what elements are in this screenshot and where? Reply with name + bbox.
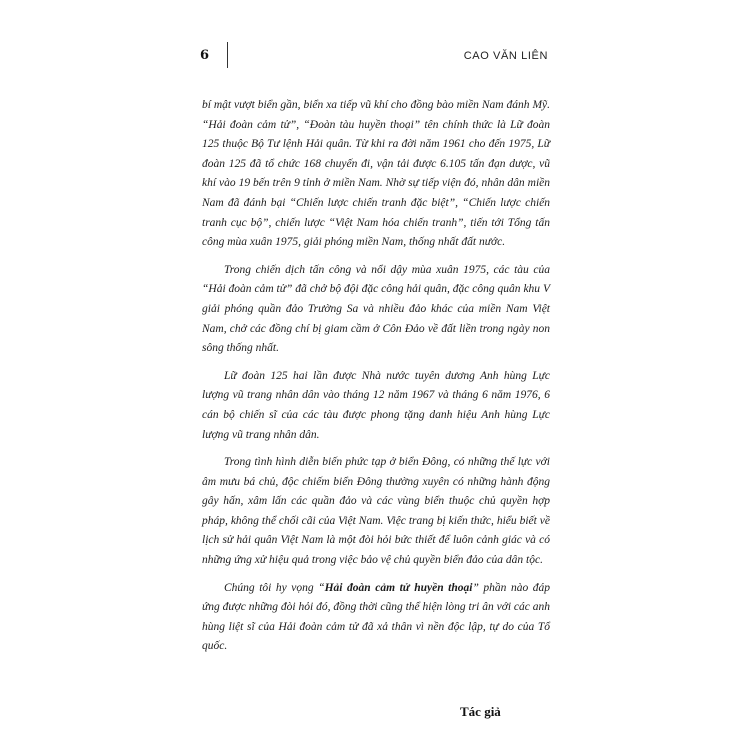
paragraph-5-after: ” phần nào đáp ứng được những đòi hỏi đó, đồng thời cũng thể hiện lòng tri ân với các anh hùng liệt sĩ của Hải đoàn cảm tử đã xả thân vì nền độc lập, tự do của Tổ quốc. bbox=[202, 581, 551, 653]
paragraph-5 bbox=[202, 579, 550, 657]
paragraph-2: Trong chiến dịch tấn công và nổi dậy mùa xuân 1975, các tàu của “Hải đoàn cảm tử” đã chở bộ đội đặc công hải quân, đặc công quân khu V giải phóng quần đảo Trường Sa và nhiều đảo khác của miền Nam Việt Nam, chở các đồng chí bị giam cầm ở Côn Đảo về đất liền trong ngày non sông thống nhất. bbox=[202, 263, 550, 355]
body-text bbox=[202, 96, 550, 665]
paragraph-3: Lữ đoàn 125 hai lần được Nhà nước tuyên dương Anh hùng Lực lượng vũ trang nhân dân vào tháng 12 năm 1967 và tháng 6 năm 1976, 6 cán bộ chiến sĩ của các tàu được phong tặng danh hiệu Anh hùng Lực lượng vũ trang nhân dân. bbox=[202, 369, 550, 441]
author-signature: Tác giả bbox=[460, 704, 501, 719]
paragraph-4: Trong tình hình diễn biến phức tạp ở biển Đông, có những thế lực với âm mưu bá chủ, độc chiếm biển Đông thường xuyên có những hành động gây hấn, xâm lấn các quần đảo và các vùng biển thuộc chủ quyền hợp pháp, không thể chối cãi của Việt Nam. Việc trang bị kiến thức, hiểu biết về lịch sử hải quân Việt Nam là một đòi hỏi bức thiết để luôn cảnh giác và có những ứng xử hiệu quả trong việc bảo vệ chủ quyền biển đảo của dân tộc. bbox=[202, 456, 550, 567]
page-number: 6 bbox=[200, 48, 210, 63]
header-divider bbox=[227, 42, 228, 68]
running-header-title: CAO VĂN LIÊN bbox=[463, 50, 548, 62]
paragraph-1: bí mật vượt biển gần, biển xa tiếp vũ khí cho đồng bào miền Nam đánh Mỹ. “Hải đoàn cảm tử”, “Đoàn tàu huyền thoại” tên chính thức là Lữ đoàn 125 thuộc Bộ Tư lệnh Hải quân. Từ khi ra đời năm 1961 cho đến 1975, Lữ đoàn 125 đã tổ chức 168 chuyến đi, vận tải được 6.105 tấn đạn dược, vũ khí vào 19 bến trên 9 tỉnh ở miền Nam. Nhờ sự tiếp viện đó, nhân dân miền Nam đã đánh bại “Chiến lược chiến tranh đặc biệt”, “Chiến lược chiến tranh cục bộ”, chiến lược “Việt Nam hóa chiến tranh”, tiến tới Tổng tấn công mùa xuân 1975, giải phóng miền Nam, thống nhất đất nước. bbox=[202, 99, 550, 249]
book-title-emphasis: Hải đoàn cảm tử huyền thoại bbox=[324, 581, 473, 594]
paragraph-5-before: Chúng tôi hy vọng “ bbox=[224, 581, 325, 594]
